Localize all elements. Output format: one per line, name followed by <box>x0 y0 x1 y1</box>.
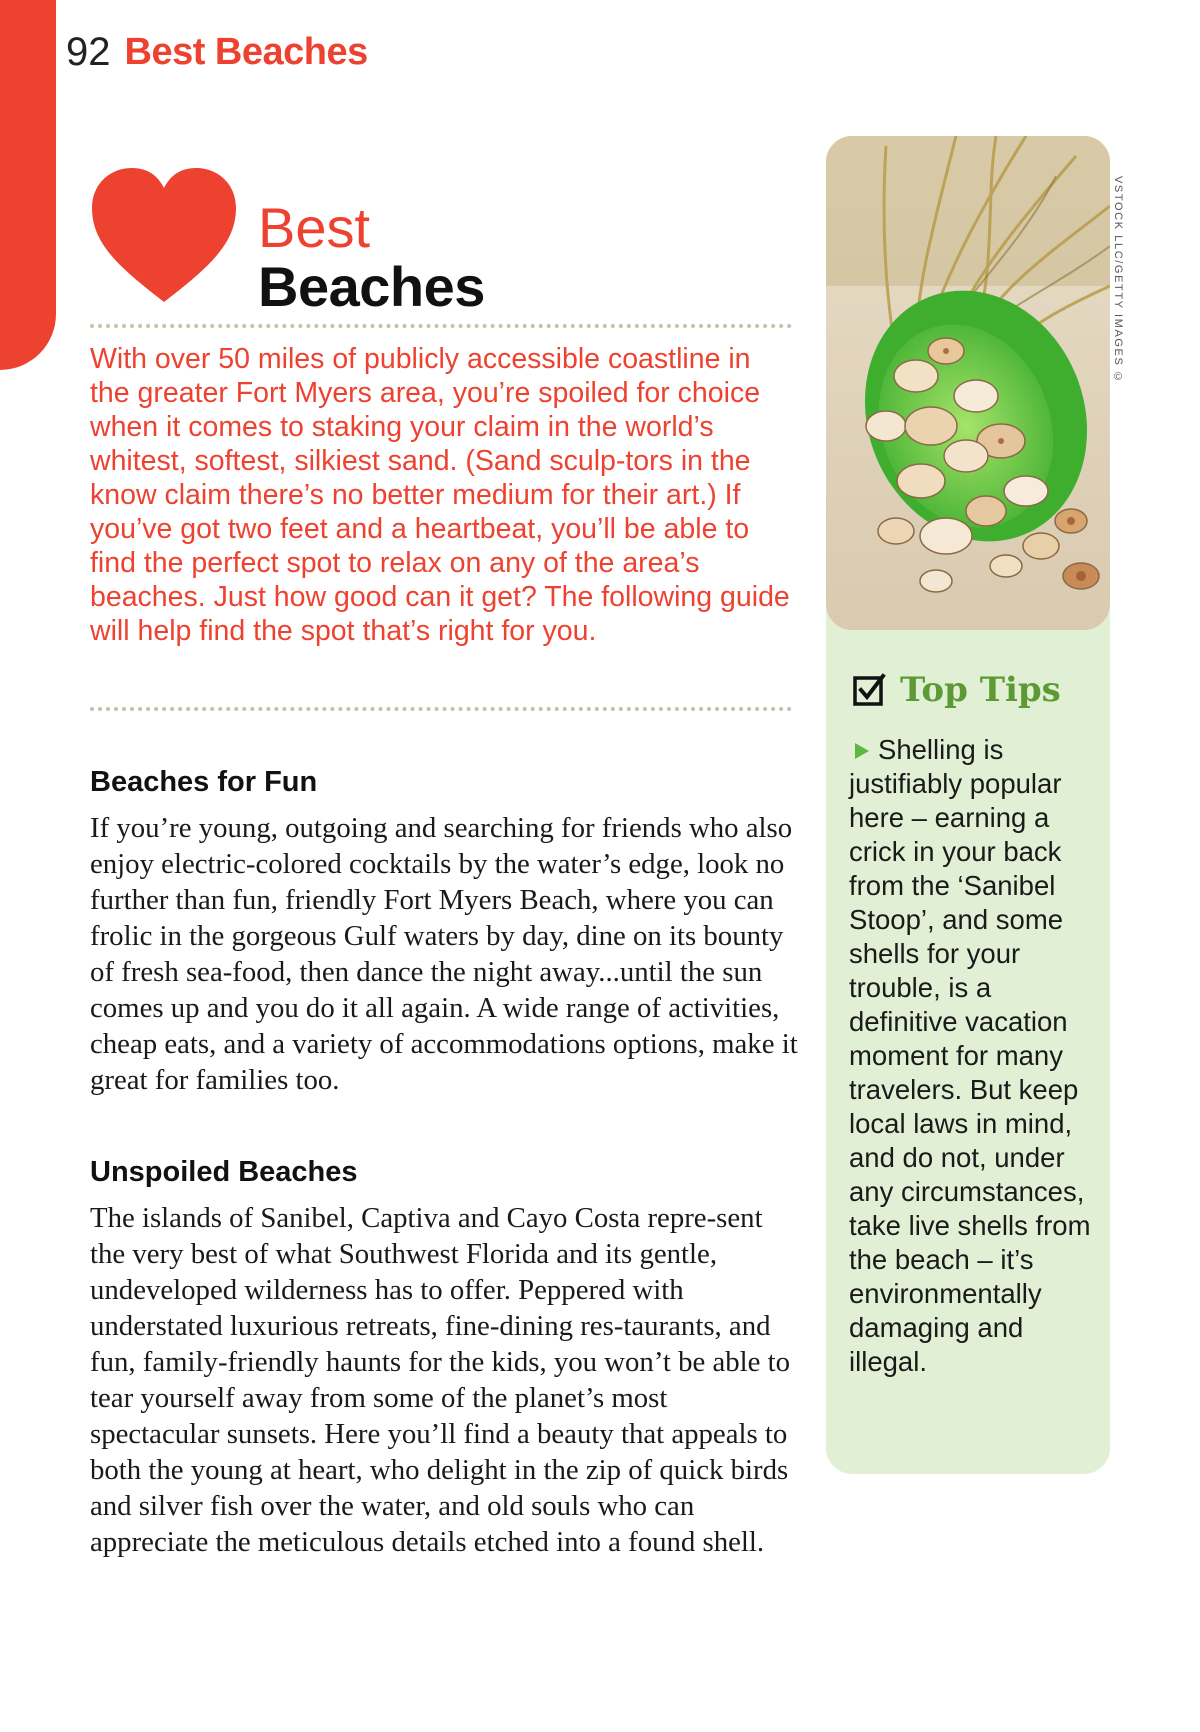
checkbox-icon <box>852 673 886 707</box>
top-tips-sidebar <box>826 136 1110 1474</box>
page-number: 92 <box>66 30 111 74</box>
dotted-rule-bottom <box>90 707 792 711</box>
sidebar-photo <box>826 136 1110 630</box>
running-head-section: Best Beaches <box>124 31 368 73</box>
dotted-rule-top <box>90 324 792 328</box>
top-tips-title: Top Tips <box>900 670 1061 710</box>
paragraph-beaches-for-fun: If you’re young, outgoing and searching for friends who also enjoy electric-colored cocktails by the water’s edge, look no further than fun, friendly Fort Myers Beach, where you can frolic in the gorgeous Gulf waters by day, dine on its bounty of fresh sea-food, then dance the night away...until the sun comes up and you do it all again. A wide range of activities, cheap eats, and a variety of accommodations options, make it great for families too. <box>90 812 798 1096</box>
title-line-2: Beaches <box>258 255 485 319</box>
tip-text: Shelling is justifiably popular here – earning a crick in your back from the ‘Sanibel Stoop’, and some shells for your trouble, is a definitive vacation moment for many travelers. But keep local laws in mind, and do not, under any circumstances, take live shells from the beach – it’s environmentally damaging and illegal. <box>849 734 1091 1377</box>
page-title <box>258 196 485 319</box>
section-color-tab <box>0 0 56 370</box>
top-tips-heading <box>852 670 1061 710</box>
title-line-1: Best <box>258 196 371 260</box>
heading-unspoiled-beaches: Unspoiled Beaches <box>90 1156 358 1188</box>
tip-item <box>849 733 1097 1379</box>
running-head <box>66 30 368 75</box>
photo-credit: VSTOCK LLC/GETTY IMAGES © <box>1112 176 1124 385</box>
shell-bucket-photo <box>826 136 1110 630</box>
paragraph-unspoiled-beaches: The islands of Sanibel, Captiva and Cayo Costa repre-sent the very best of what Southwest Florida and its gentle, undeveloped wilderness has to offer. Peppered with understated luxurious retreats, fine-dining res-taurants, and fun, family-friendly haunts for the kids, you won’t be able to tear yourself away from some of the planet’s most spectacular sunsets. Here you’ll find a beauty that appeals to both the young at heart, who delight in the zip of quick birds and silver fish over the water, and old souls who can appreciate the meticulous details etched into a found shell. <box>90 1202 791 1558</box>
intro-paragraph: With over 50 miles of publicly accessible coastline in the greater Fort Myers area, you’re spoiled for choice when it comes to staking your claim in the world’s whitest, softest, silkiest sand. (Sand sculp-tors in the know claim there’s no better medium for their art.) If you’ve got two feet and a heartbeat, you’ll be able to find the perfect spot to relax on any of the area’s beaches. Just how good can it get? The following guide will help find the spot that’s right for you. <box>90 343 790 647</box>
heart-icon <box>90 168 238 308</box>
bullet-arrow-icon <box>855 743 869 759</box>
heading-beaches-for-fun: Beaches for Fun <box>90 766 318 798</box>
